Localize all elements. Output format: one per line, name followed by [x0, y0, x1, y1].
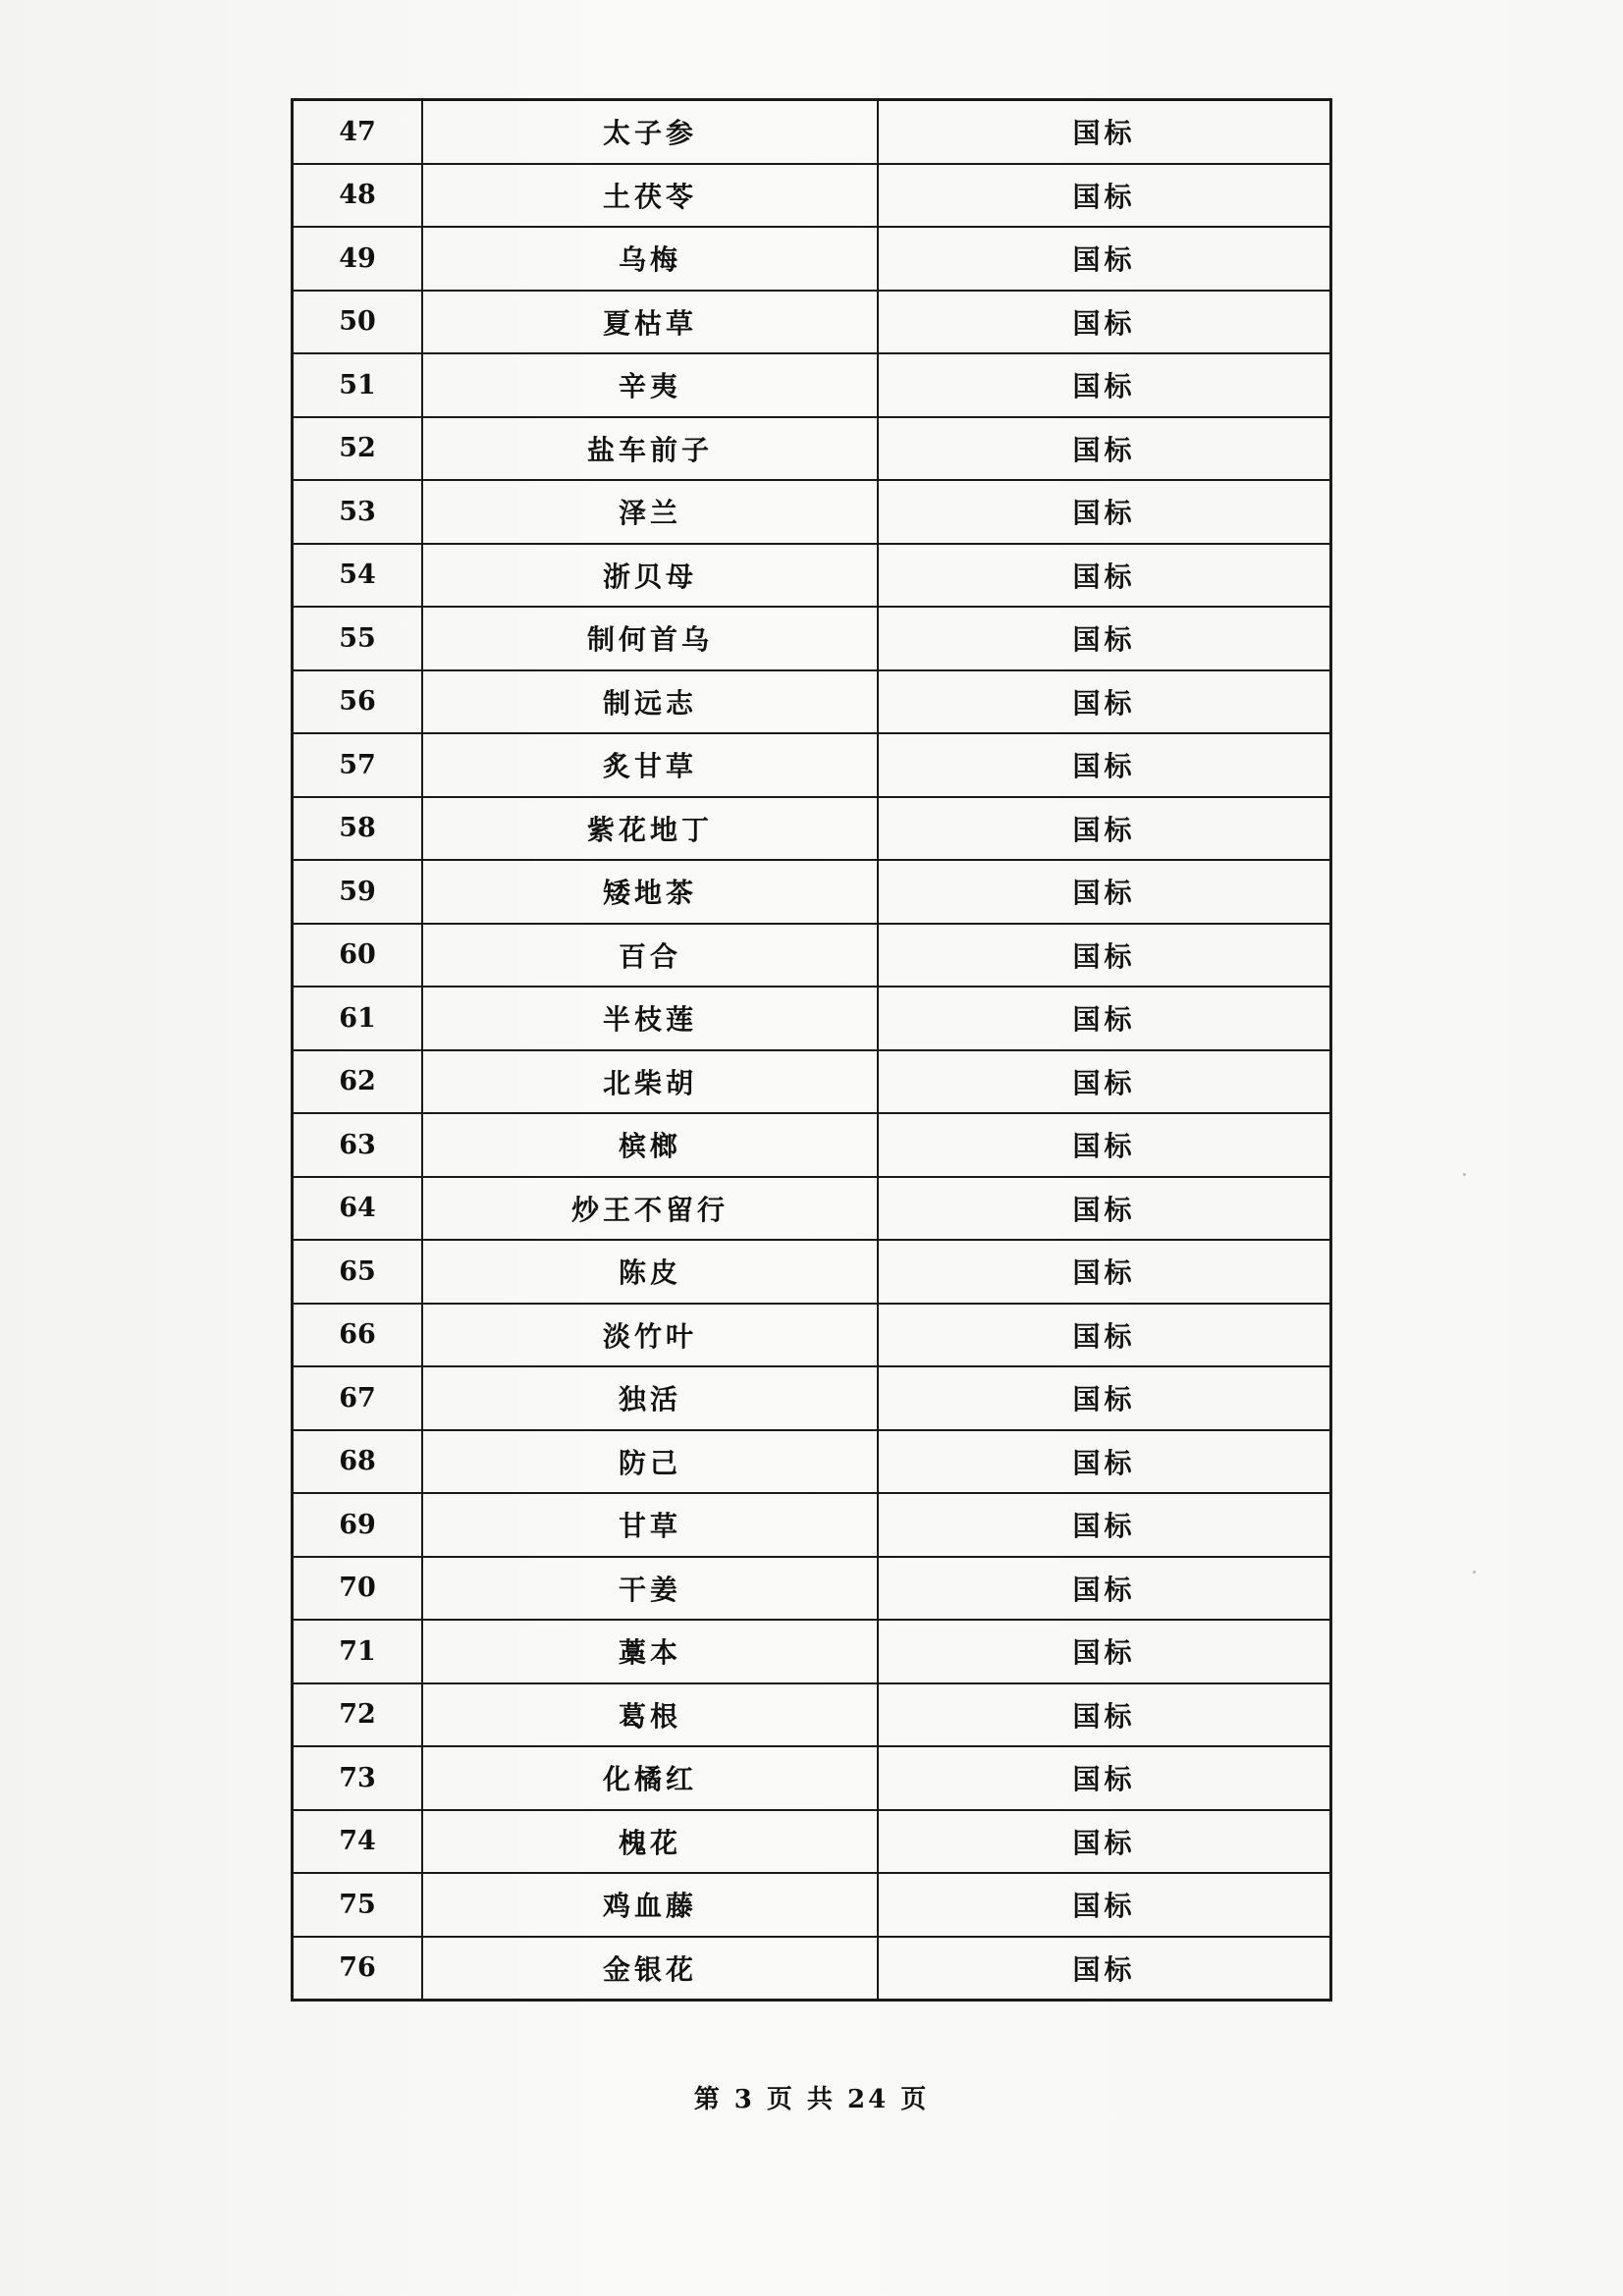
herb-name-cell: 炒王不留行 — [422, 1177, 878, 1241]
herb-name-cell: 金银花 — [422, 1937, 878, 2001]
table-row — [293, 164, 1331, 228]
herb-name-cell: 干姜 — [422, 1557, 878, 1621]
table-row — [293, 1620, 1331, 1683]
standard-cell: 国标 — [878, 733, 1331, 797]
table-row — [293, 797, 1331, 861]
herb-name-cell: 半枝莲 — [422, 987, 878, 1050]
standard-cell: 国标 — [878, 100, 1331, 164]
row-number-cell: 65 — [293, 1240, 423, 1304]
standard-cell: 国标 — [878, 607, 1331, 670]
row-number-cell: 58 — [293, 797, 423, 861]
standard-cell: 国标 — [878, 1620, 1331, 1683]
table-row — [293, 227, 1331, 291]
standard-cell: 国标 — [878, 353, 1331, 417]
herb-name-cell: 陈皮 — [422, 1240, 878, 1304]
standard-cell: 国标 — [878, 670, 1331, 734]
row-number-cell: 54 — [293, 544, 423, 608]
herb-name-cell: 制何首乌 — [422, 607, 878, 670]
herb-name-cell: 独活 — [422, 1366, 878, 1430]
row-number-cell: 60 — [293, 924, 423, 988]
page-number-label: 第 3 页 共 24 页 — [693, 2085, 930, 2114]
herb-standard-table — [291, 98, 1332, 2002]
herb-name-cell: 淡竹叶 — [422, 1304, 878, 1367]
table-row — [293, 1304, 1331, 1367]
standard-cell: 国标 — [878, 987, 1331, 1050]
row-number-cell: 73 — [293, 1746, 423, 1810]
row-number-cell: 47 — [293, 100, 423, 164]
herb-name-cell: 太子参 — [422, 100, 878, 164]
table-row — [293, 417, 1331, 481]
table-row — [293, 860, 1331, 924]
herb-name-cell: 制远志 — [422, 670, 878, 734]
table-body — [293, 100, 1331, 2001]
standard-cell: 国标 — [878, 480, 1331, 544]
standard-cell: 国标 — [878, 1937, 1331, 2001]
row-number-cell: 63 — [293, 1113, 423, 1177]
standard-cell: 国标 — [878, 1493, 1331, 1557]
row-number-cell: 48 — [293, 164, 423, 228]
standard-cell: 国标 — [878, 291, 1331, 354]
row-number-cell: 75 — [293, 1873, 423, 1937]
herb-name-cell: 百合 — [422, 924, 878, 988]
table-row — [293, 1746, 1331, 1810]
row-number-cell: 50 — [293, 291, 423, 354]
standard-cell: 国标 — [878, 227, 1331, 291]
row-number-cell: 51 — [293, 353, 423, 417]
table-row — [293, 1683, 1331, 1747]
table-row — [293, 1493, 1331, 1557]
table-row — [293, 1050, 1331, 1114]
row-number-cell: 59 — [293, 860, 423, 924]
standard-cell: 国标 — [878, 1746, 1331, 1810]
table-row — [293, 670, 1331, 734]
scan-speck — [1473, 1571, 1476, 1574]
row-number-cell: 69 — [293, 1493, 423, 1557]
standard-cell: 国标 — [878, 1304, 1331, 1367]
page-footer — [0, 2079, 1623, 2115]
row-number-cell: 57 — [293, 733, 423, 797]
row-number-cell: 76 — [293, 1937, 423, 2001]
table-row — [293, 544, 1331, 608]
table-row — [293, 1557, 1331, 1621]
row-number-cell: 53 — [293, 480, 423, 544]
herb-table-container — [291, 98, 1328, 2002]
herb-name-cell: 槐花 — [422, 1810, 878, 1874]
standard-cell: 国标 — [878, 1050, 1331, 1114]
table-row — [293, 607, 1331, 670]
table-row — [293, 1113, 1331, 1177]
row-number-cell: 67 — [293, 1366, 423, 1430]
herb-name-cell: 矮地茶 — [422, 860, 878, 924]
table-row — [293, 733, 1331, 797]
herb-name-cell: 北柴胡 — [422, 1050, 878, 1114]
table-row — [293, 100, 1331, 164]
table-row — [293, 291, 1331, 354]
herb-name-cell: 泽兰 — [422, 480, 878, 544]
standard-cell: 国标 — [878, 1240, 1331, 1304]
standard-cell: 国标 — [878, 1113, 1331, 1177]
row-number-cell: 72 — [293, 1683, 423, 1747]
herb-name-cell: 浙贝母 — [422, 544, 878, 608]
standard-cell: 国标 — [878, 544, 1331, 608]
table-row — [293, 353, 1331, 417]
table-row — [293, 924, 1331, 988]
row-number-cell: 74 — [293, 1810, 423, 1874]
table-row — [293, 1873, 1331, 1937]
herb-name-cell: 夏枯草 — [422, 291, 878, 354]
standard-cell: 国标 — [878, 1810, 1331, 1874]
table-row — [293, 1240, 1331, 1304]
standard-cell: 国标 — [878, 1366, 1331, 1430]
table-row — [293, 1366, 1331, 1430]
herb-name-cell: 炙甘草 — [422, 733, 878, 797]
standard-cell: 国标 — [878, 164, 1331, 228]
standard-cell: 国标 — [878, 1873, 1331, 1937]
standard-cell: 国标 — [878, 797, 1331, 861]
herb-name-cell: 乌梅 — [422, 227, 878, 291]
herb-name-cell: 藁本 — [422, 1620, 878, 1683]
standard-cell: 国标 — [878, 1557, 1331, 1621]
herb-name-cell: 土茯苓 — [422, 164, 878, 228]
row-number-cell: 71 — [293, 1620, 423, 1683]
table-row — [293, 1810, 1331, 1874]
row-number-cell: 61 — [293, 987, 423, 1050]
scan-speck — [1463, 1173, 1466, 1176]
row-number-cell: 64 — [293, 1177, 423, 1241]
row-number-cell: 55 — [293, 607, 423, 670]
table-row — [293, 480, 1331, 544]
standard-cell: 国标 — [878, 1177, 1331, 1241]
herb-name-cell: 鸡血藤 — [422, 1873, 878, 1937]
table-row — [293, 1177, 1331, 1241]
herb-name-cell: 化橘红 — [422, 1746, 878, 1810]
row-number-cell: 68 — [293, 1430, 423, 1494]
standard-cell: 国标 — [878, 417, 1331, 481]
row-number-cell: 49 — [293, 227, 423, 291]
standard-cell: 国标 — [878, 1683, 1331, 1747]
row-number-cell: 70 — [293, 1557, 423, 1621]
herb-name-cell: 葛根 — [422, 1683, 878, 1747]
table-row — [293, 1430, 1331, 1494]
herb-name-cell: 辛夷 — [422, 353, 878, 417]
standard-cell: 国标 — [878, 860, 1331, 924]
standard-cell: 国标 — [878, 924, 1331, 988]
table-row — [293, 1937, 1331, 2001]
table-row — [293, 987, 1331, 1050]
herb-name-cell: 紫花地丁 — [422, 797, 878, 861]
herb-name-cell: 槟榔 — [422, 1113, 878, 1177]
standard-cell: 国标 — [878, 1430, 1331, 1494]
row-number-cell: 66 — [293, 1304, 423, 1367]
herb-name-cell: 甘草 — [422, 1493, 878, 1557]
herb-name-cell: 盐车前子 — [422, 417, 878, 481]
herb-name-cell: 防己 — [422, 1430, 878, 1494]
row-number-cell: 62 — [293, 1050, 423, 1114]
row-number-cell: 56 — [293, 670, 423, 734]
row-number-cell: 52 — [293, 417, 423, 481]
